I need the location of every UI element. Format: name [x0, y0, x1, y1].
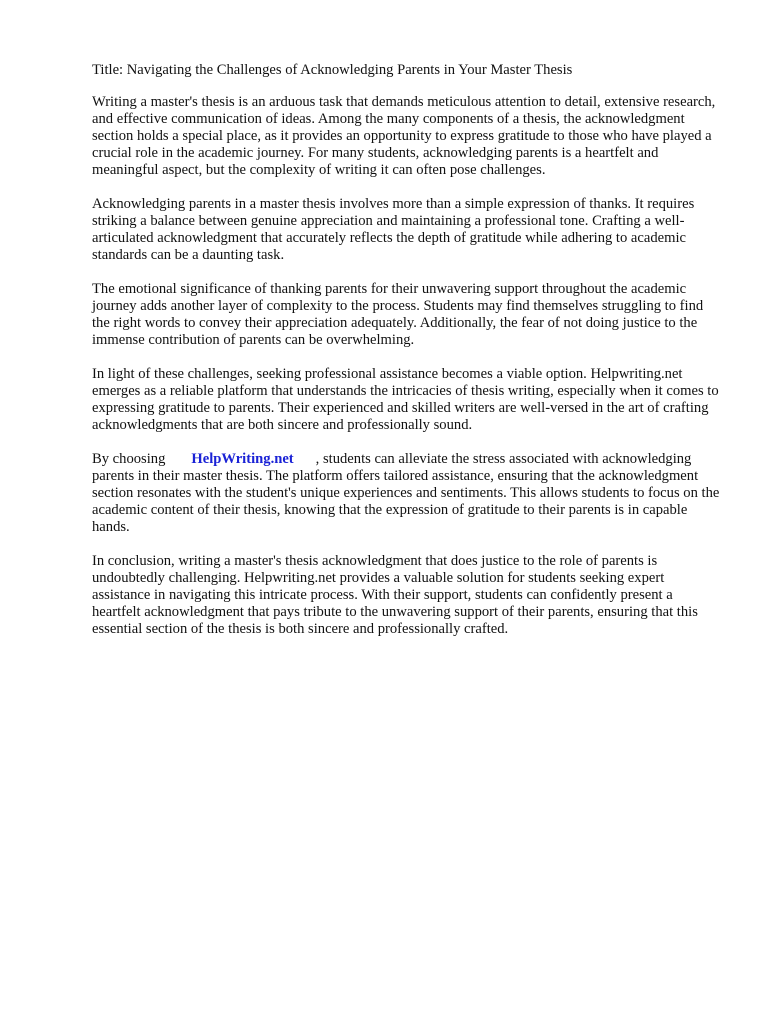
helpwriting-link[interactable]: HelpWriting.net — [191, 451, 294, 467]
paragraph-choosing — [92, 451, 722, 536]
paragraph-emotional: The emotional significance of thanking parents for their unwavering support throughout the academic journey adds another layer of complexity to the process. Students may find themselves struggling to find the right words to convey their appreciation adequately. Additionally, the fear of not doing justice to the immense contribution of parents can be overwhelming. — [92, 281, 704, 348]
paragraph-intro: Writing a master's thesis is an arduous task that demands meticulous attention to detail, extensive research, and effective communication of ideas. Among the many components of a thesis, the acknowledgment section holds a special place, as it provides an opportunity to express gratitude to those who have played a crucial role in the academic journey. For many students, acknowledging parents is a heartfelt and meaningful aspect, but the complexity of writing it can often pose challenges. — [92, 94, 716, 178]
choosing-text-after: , students can alleviate the stress associated with acknowledging parents in their master thesis. The platform offers tailored assistance, ensuring that the acknowledgment section resonates with the student's unique experiences and sentiments. This allows students to focus on the academic content of their thesis, knowing that the expression of gratitude to their parents is in capable hands. — [92, 451, 720, 535]
paragraph-balance: Acknowledging parents in a master thesis involves more than a simple expression of thanks. It requires striking a balance between genuine appreciation and maintaining a professional tone. Crafting a well-articulated acknowledgment that accurately reflects the depth of gratitude while adhering to academic standards can be a daunting task. — [92, 196, 695, 263]
choosing-text-before: By choosing — [92, 451, 166, 467]
paragraph-assistance: In light of these challenges, seeking professional assistance becomes a viable option. Helpwriting.net emerges as a reliable platform that understands the intricacies of thesis writing, especially when it comes to expressing gratitude to parents. Their experienced and skilled writers are well-versed in the art of crafting acknowledgments that are both sincere and professionally sound. — [92, 366, 719, 433]
document-title: Title: Navigating the Challenges of Acknowledging Parents in Your Master Thesis — [92, 62, 573, 78]
document-page — [92, 62, 722, 655]
paragraph-conclusion: In conclusion, writing a master's thesis acknowledgment that does justice to the role of parents is undoubtedly challenging. Helpwriting.net provides a valuable solution for students seeking expert assistance in navigating this intricate process. With their support, students can confidently present a heartfelt acknowledgment that pays tribute to the unwavering support of their parents, ensuring that this essential section of the thesis is both sincere and professionally crafted. — [92, 553, 698, 637]
